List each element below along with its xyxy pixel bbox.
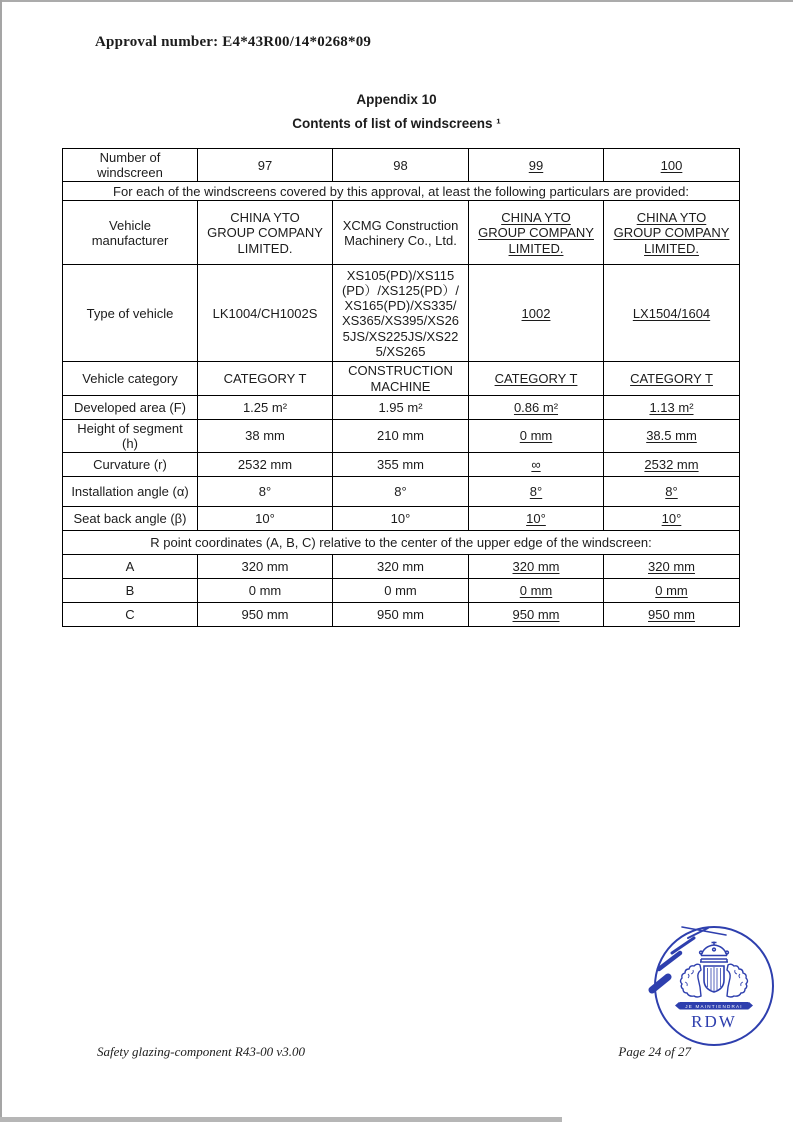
cell-value: 950 mm [333, 603, 469, 627]
row-label: Curvature (r) [63, 453, 198, 477]
cell-value: CHINA YTO GROUP COMPANY LIMITED. [198, 201, 333, 265]
motto-banner [675, 1002, 753, 1010]
cell-value: 2532 mm [604, 453, 740, 477]
cell-value: 320 mm [469, 555, 604, 579]
table-row-developed-area [63, 395, 740, 419]
row-label: Vehicle category [63, 362, 198, 395]
cell-value: 0 mm [333, 579, 469, 603]
cell-value: 210 mm [333, 419, 469, 452]
cell-value: 320 mm [333, 555, 469, 579]
cell-value: 8° [198, 477, 333, 507]
cell-value: 2532 mm [198, 453, 333, 477]
cell-value: 8° [333, 477, 469, 507]
approval-number: Approval number: E4*43R00/14*0268*09 [95, 34, 372, 50]
page-edge-top [0, 0, 793, 2]
table-row-curvature [63, 453, 740, 477]
cell-value: CONSTRUCTION MACHINE [333, 362, 469, 395]
row-label: A [63, 555, 198, 579]
cell-value: 0 mm [604, 579, 740, 603]
cell-value: 1.95 m² [333, 395, 469, 419]
cell-value: CHINA YTO GROUP COMPANY LIMITED. [604, 201, 740, 265]
windscreen-table [62, 148, 740, 627]
cell-value: 1.13 m² [604, 395, 740, 419]
row-label: Type of vehicle [63, 265, 198, 362]
table-row-installation-angle [63, 477, 740, 507]
cell-value: 10° [333, 507, 469, 531]
rdw-text: RDW [691, 1012, 737, 1031]
cell-value: 0 mm [469, 419, 604, 452]
cell-value: ∞ [469, 453, 604, 477]
row-label: Height of segment (h) [63, 419, 198, 452]
table-row-vehicle-category [63, 362, 740, 395]
rpoint-note: R point coordinates (A, B, C) relative to the center of the upper edge of the windscreen: [63, 531, 740, 555]
cell-value: 1002 [469, 265, 604, 362]
cell-value: 8° [469, 477, 604, 507]
footer-document-version: Safety glazing-component R43-00 v3.00 [97, 1044, 305, 1059]
cell-value: 320 mm [604, 555, 740, 579]
cell-value: 10° [604, 507, 740, 531]
cell-value: 38.5 mm [604, 419, 740, 452]
windscreen-number-99: 99 [469, 149, 604, 182]
row-label: B [63, 579, 198, 603]
header-label: Number of windscreen [63, 149, 198, 182]
page-subtitle: Contents of list of windscreens ¹ [292, 116, 501, 131]
cell-value: 950 mm [469, 603, 604, 627]
footer-page-number: Page 24 of 27 [618, 1044, 691, 1059]
cell-value: 10° [198, 507, 333, 531]
crown-icon [700, 942, 729, 963]
table-row-coord-b [63, 579, 740, 603]
cell-value: LX1504/1604 [604, 265, 740, 362]
row-label: C [63, 603, 198, 627]
windscreen-number-97: 97 [198, 149, 333, 182]
page-edge-left [0, 0, 2, 1122]
table-row-vehicle-manufacturer [63, 201, 740, 265]
lion-left-icon [681, 964, 702, 997]
cell-value: XS105(PD)/XS115(PD）/XS125(PD）/XS165(PD)/XS335/XS365/XS395/XS265JS/XS225JS/XS225/XS265 [333, 265, 469, 362]
shield-icon [704, 966, 724, 992]
cell-value: 10° [469, 507, 604, 531]
appendix-title: Appendix 10 [356, 92, 437, 107]
cell-value: CHINA YTO GROUP COMPANY LIMITED. [469, 201, 604, 265]
cell-value: 320 mm [198, 555, 333, 579]
cell-value: 1.25 m² [198, 395, 333, 419]
rdw-stamp [648, 922, 778, 1052]
row-label: Installation angle (α) [63, 477, 198, 507]
table-row-coord-c [63, 603, 740, 627]
cell-value: CATEGORY T [198, 362, 333, 395]
table-row-seat-back-angle [63, 507, 740, 531]
cell-value: 8° [604, 477, 740, 507]
motto-text: JE MAINTIENDRAI [685, 1003, 743, 1009]
rdw-stamp-icon [648, 922, 778, 1052]
cell-value: 950 mm [604, 603, 740, 627]
table-rpoint-note-row [63, 531, 740, 555]
table-note-row [63, 182, 740, 201]
page-edge-bottom [0, 1117, 562, 1122]
cell-value: XCMG Construction Machinery Co., Ltd. [333, 201, 469, 265]
table-header-row [63, 149, 740, 182]
cell-value: LK1004/CH1002S [198, 265, 333, 362]
table-row-coord-a [63, 555, 740, 579]
table-row-height-of-segment [63, 419, 740, 452]
cell-value: 0 mm [469, 579, 604, 603]
cell-value: 0 mm [198, 579, 333, 603]
windscreen-number-100: 100 [604, 149, 740, 182]
row-label: Seat back angle (β) [63, 507, 198, 531]
note-text: For each of the windscreens covered by this approval, at least the following particulars are provided: [63, 182, 740, 201]
row-label: Vehicle manufacturer [63, 201, 198, 265]
cell-value: CATEGORY T [604, 362, 740, 395]
lion-right-icon [727, 964, 748, 997]
page-footer [0, 1044, 793, 1060]
table-row-type-of-vehicle [63, 265, 740, 362]
cell-value: 950 mm [198, 603, 333, 627]
cell-value: 0.86 m² [469, 395, 604, 419]
row-label: Developed area (F) [63, 395, 198, 419]
cell-value: 355 mm [333, 453, 469, 477]
cell-value: 38 mm [198, 419, 333, 452]
cell-value: CATEGORY T [469, 362, 604, 395]
windscreen-number-98: 98 [333, 149, 469, 182]
